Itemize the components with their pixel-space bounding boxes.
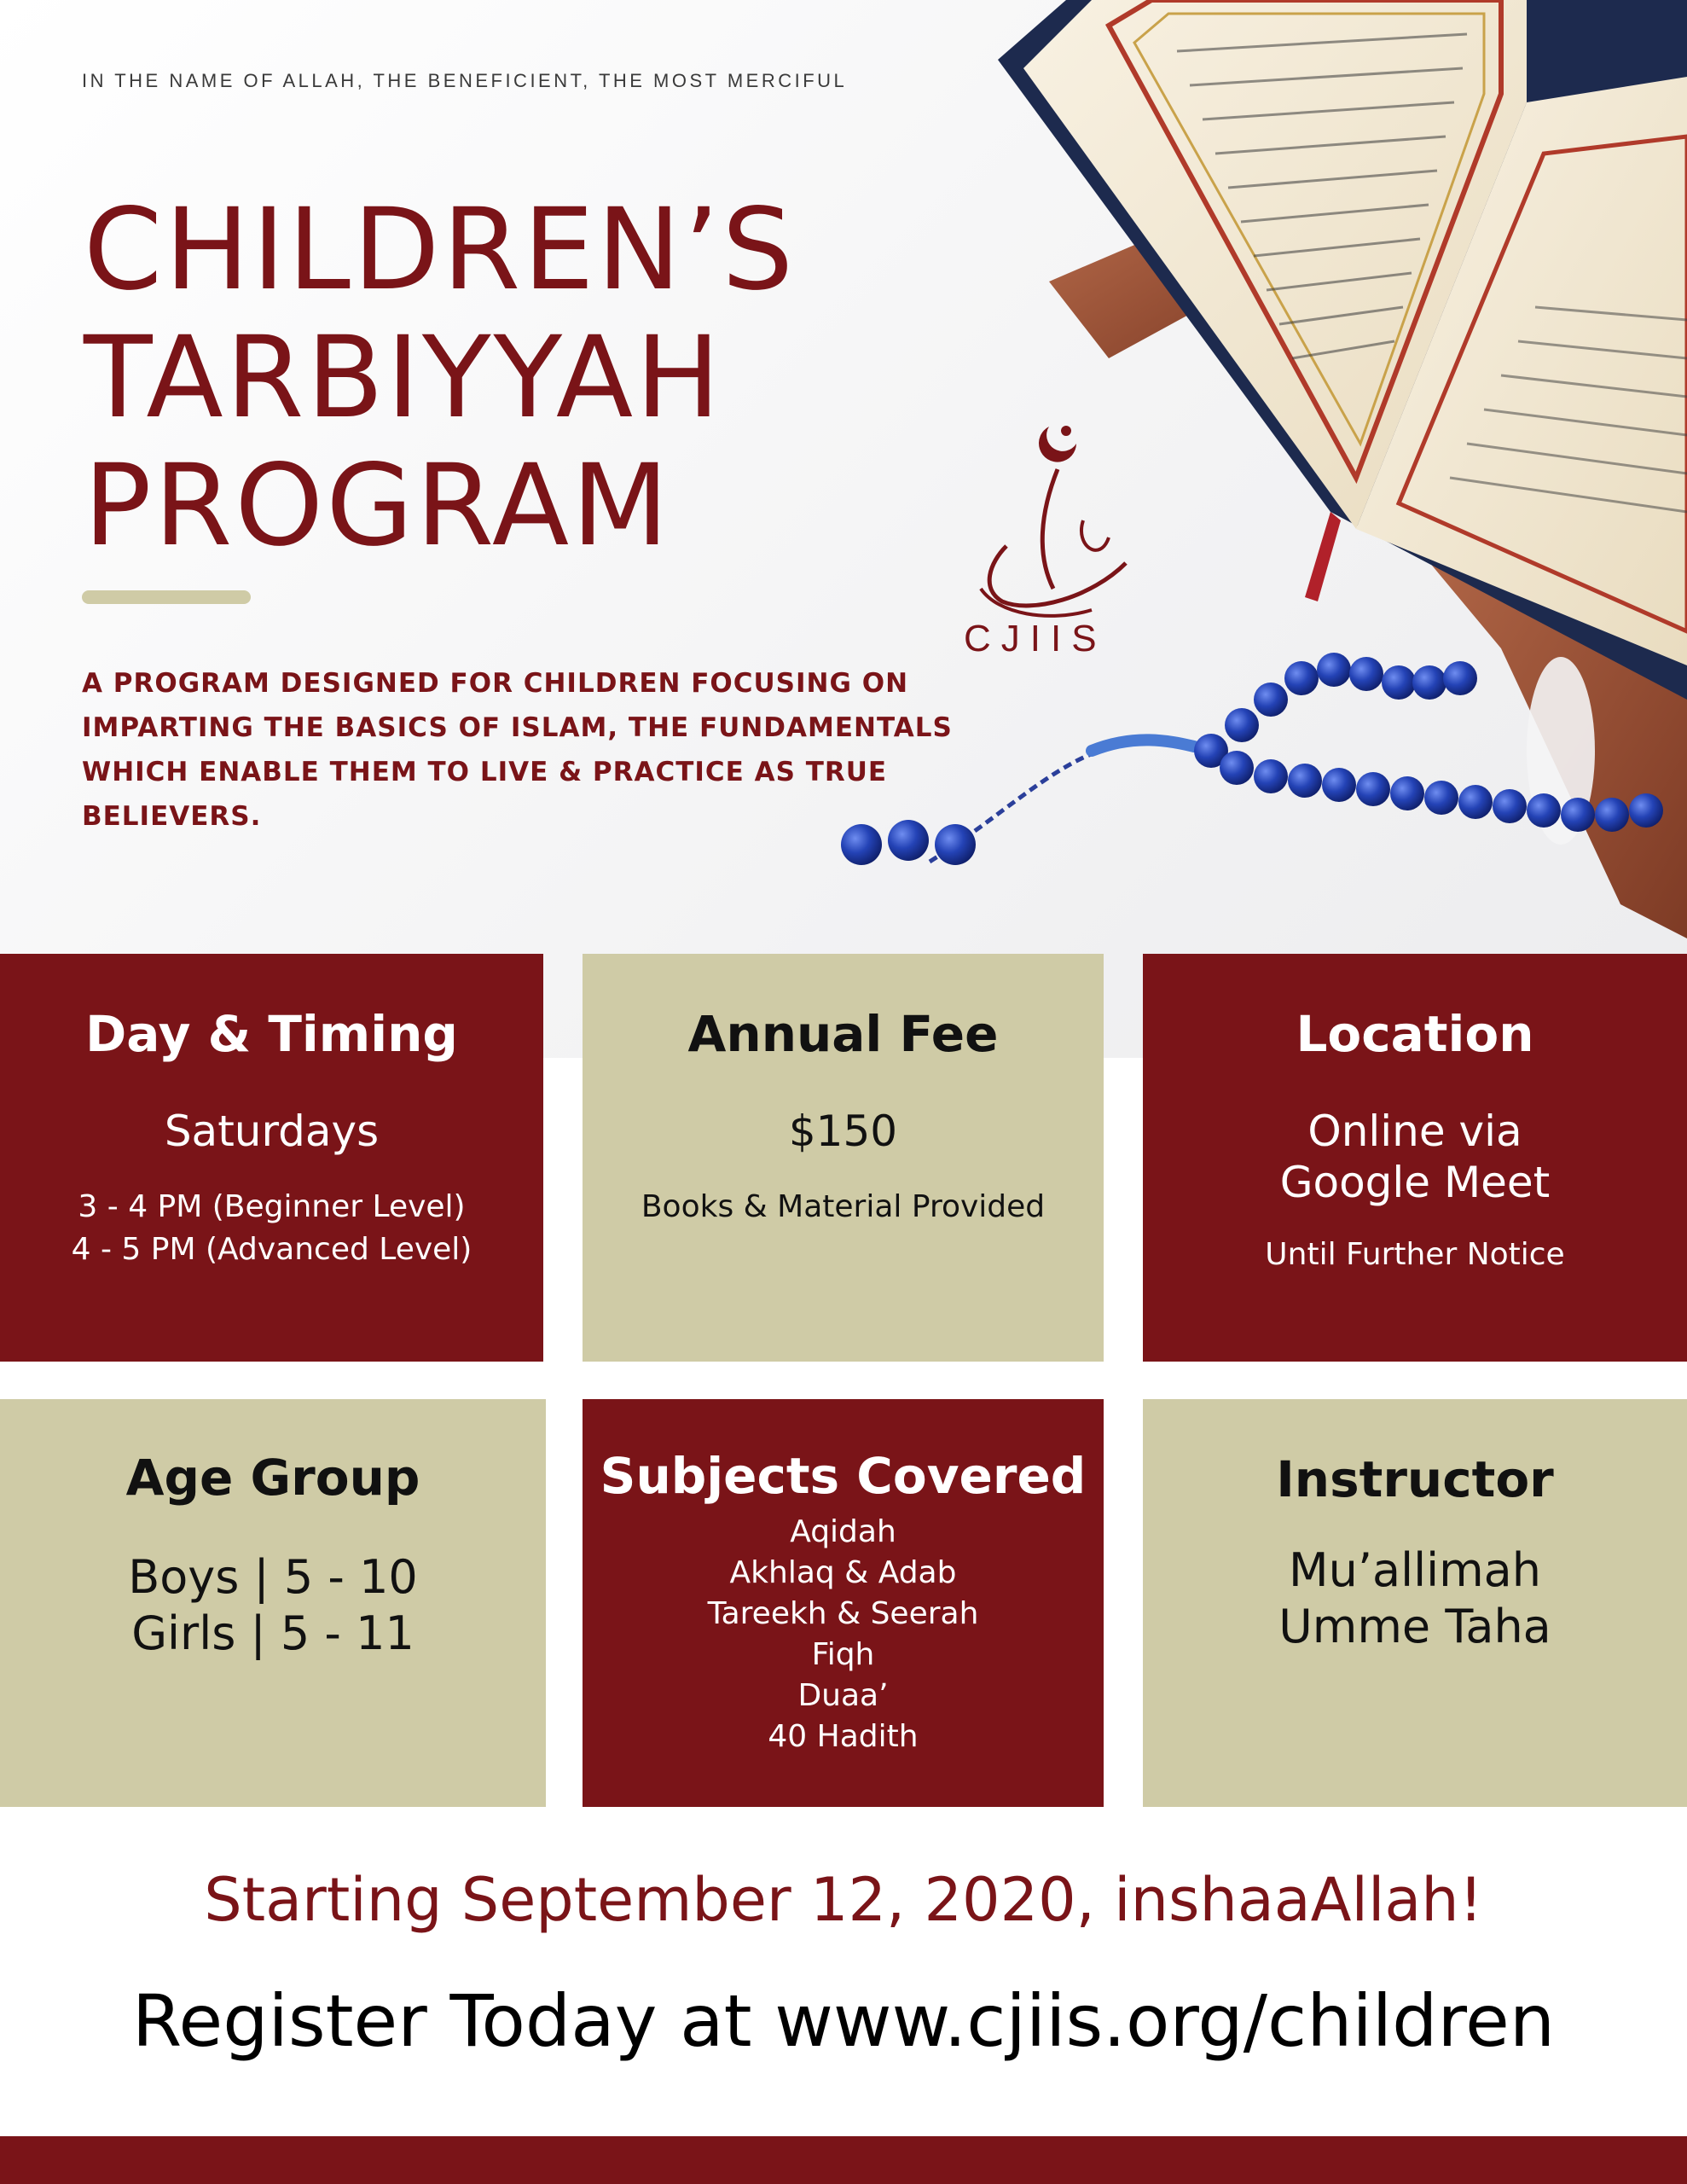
location-line-2: Google Meet [1279, 1158, 1551, 1207]
location-line-1: Online via [1307, 1107, 1522, 1156]
subject-item: Akhlaq & Adab [729, 1555, 957, 1590]
advanced-slot: 4 - 5 PM (Advanced Level) [71, 1232, 472, 1267]
subjects-covered-card [583, 1399, 1104, 1807]
instructor-title: Instructor [1276, 1450, 1554, 1508]
day-text: Saturdays [164, 1107, 380, 1156]
bismillah-text: IN THE NAME OF ALLAH, THE BENEFICIENT, THE MOST MERCIFUL [82, 70, 848, 91]
annual-fee-card [583, 954, 1104, 1362]
title-line-1: CHILDREN’S [84, 184, 797, 316]
location-note: Until Further Notice [1265, 1237, 1565, 1272]
location-title: Location [1296, 1005, 1534, 1063]
day-timing-title: Day & Timing [85, 1005, 458, 1063]
cjiis-logo-text: CJIIS [964, 618, 1107, 659]
instructor-line-2: Umme Taha [1278, 1600, 1551, 1653]
subject-item: Tareekh & Seerah [707, 1596, 979, 1631]
boys-age-range: Boys | 5 - 10 [128, 1550, 418, 1604]
title-line-3: PROGRAM [84, 440, 672, 572]
day-timing-card [0, 954, 543, 1362]
age-group-title: Age Group [125, 1449, 420, 1507]
program-description: A PROGRAM DESIGNED FOR CHILDREN FOCUSING ON IMPARTING THE BASICS OF ISLAM, THE FUNDAMENTALS WHICH ENABLE THEM TO LIVE & PRACTICE AS TRUE BELIEVERS. [82, 668, 953, 832]
start-date-line: Starting September 12, 2020, inshaaAllah! [204, 1865, 1483, 1935]
subject-item: 40 Hadith [768, 1719, 919, 1754]
location-card [1143, 954, 1687, 1362]
subject-item: Aqidah [790, 1514, 896, 1549]
age-group-card [0, 1399, 546, 1807]
instructor-line-1: Mu’allimah [1289, 1543, 1541, 1597]
subjects-title: Subjects Covered [600, 1447, 1087, 1505]
fee-note: Books & Material Provided [641, 1189, 1046, 1224]
title-line-2: TARBIYYAH [84, 312, 723, 444]
instructor-card [1143, 1399, 1687, 1807]
cjiis-logo-mark [981, 426, 1126, 616]
girls-age-range: Girls | 5 - 11 [131, 1606, 415, 1660]
fee-amount: $150 [788, 1107, 898, 1156]
beginner-slot: 3 - 4 PM (Beginner Level) [78, 1189, 466, 1224]
register-link[interactable]: Register Today at www.cjiis.org/children [131, 1979, 1556, 2063]
annual-fee-title: Annual Fee [687, 1005, 999, 1063]
subject-item: Duaa’ [797, 1678, 889, 1713]
subject-item: Fiqh [811, 1637, 875, 1672]
footer-bar [0, 2136, 1687, 2184]
hero-artwork [0, 0, 1687, 1058]
